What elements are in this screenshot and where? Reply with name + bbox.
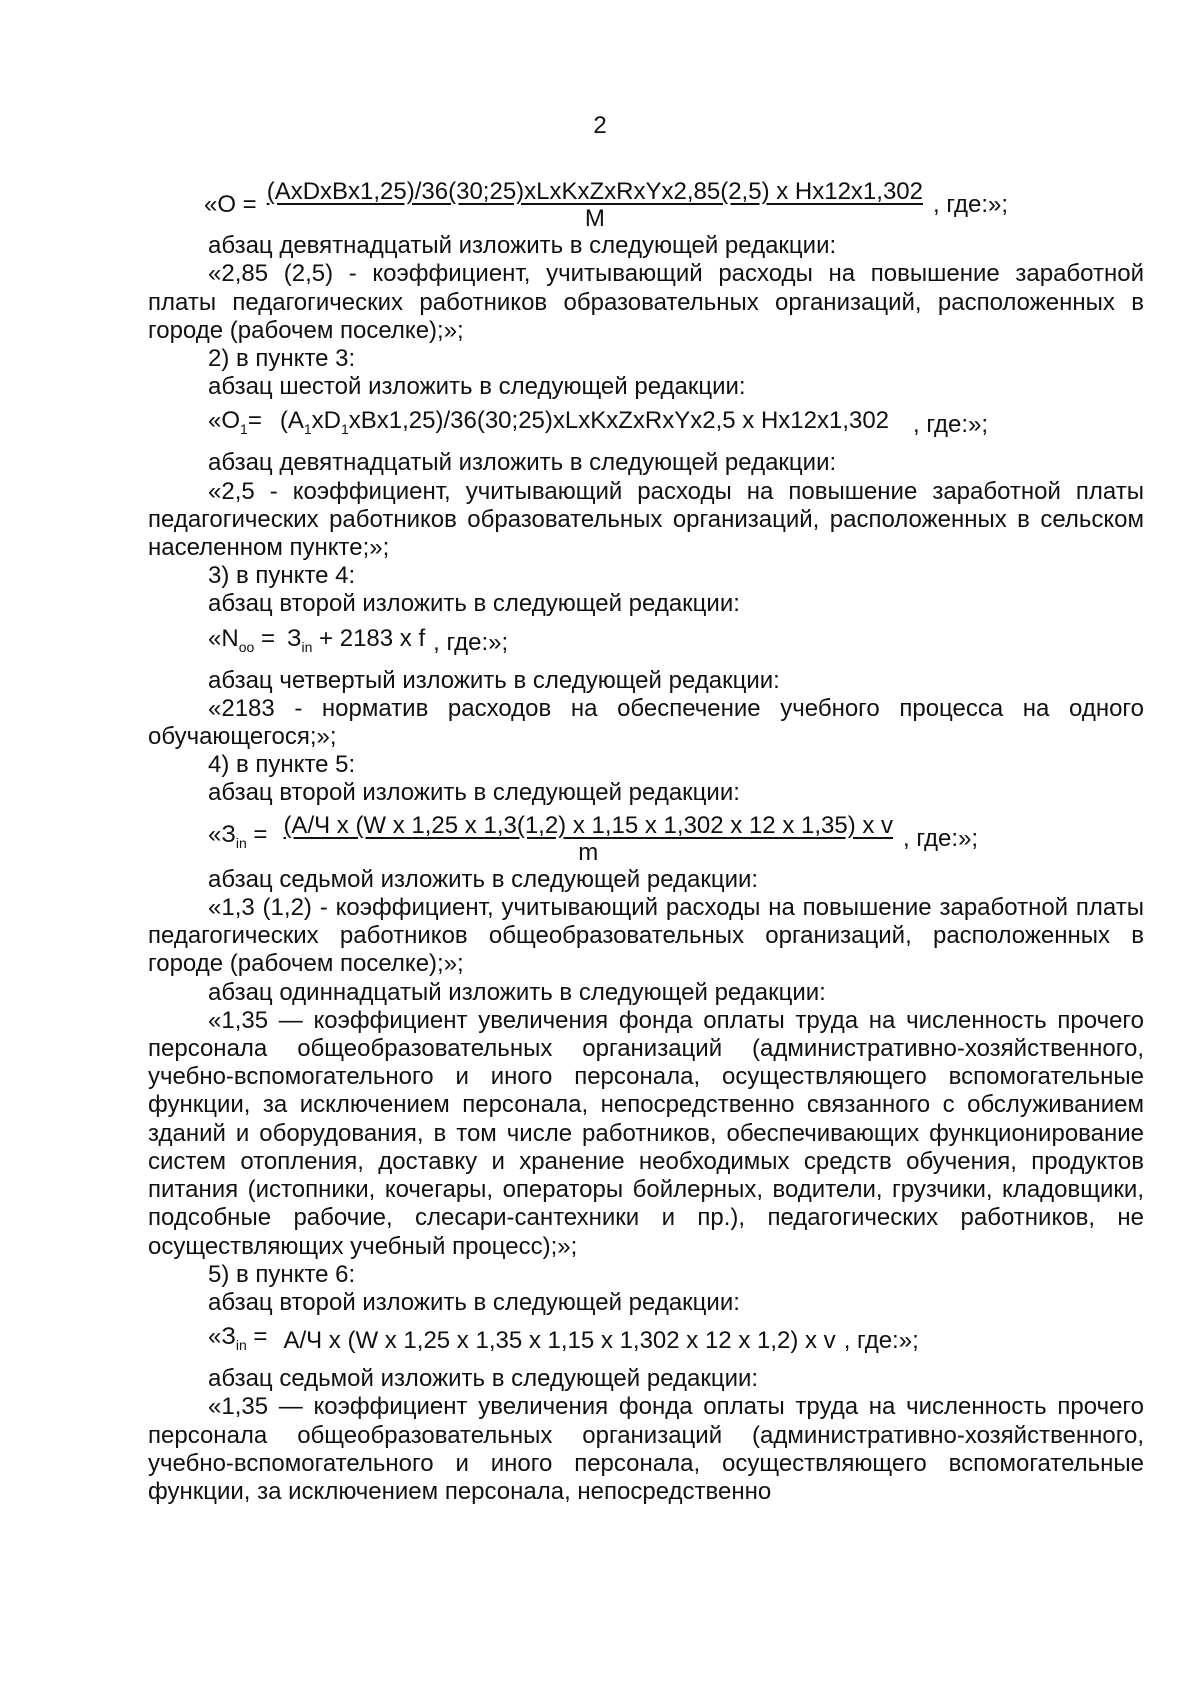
formula-zin-2-prefix-sub: in: [235, 1336, 247, 1353]
paragraph: абзац одиннадцатый изложить в следующей редакции:: [208, 978, 826, 1006]
paragraph: абзац второй изложить в следующей редакции:: [208, 779, 740, 807]
paragraph: 3) в пункте 4:: [208, 562, 356, 590]
formula-o1-part: xD: [311, 407, 341, 435]
paragraph: 2) в пункте 3:: [208, 345, 356, 373]
formula-noo-prefix-sub: oo: [238, 638, 255, 655]
formula-noo: [208, 625, 1144, 661]
formula-noo-prefix: [208, 625, 275, 661]
formula-noo-z: З: [286, 624, 302, 652]
paragraph: абзац второй изложить в следующей редакции:: [208, 1288, 740, 1316]
formula-o1-body: [280, 407, 889, 443]
formula-zin-1-eq: =: [253, 820, 268, 848]
formula-o1-sub: 1: [340, 421, 349, 438]
formula-o1-part: xBx1,25)/36(30;25)xLxKxZxRxYx2,5 x Hx12x1,302: [348, 407, 890, 435]
paragraph: «1,35 — коэффициент увеличения фонда оплаты труда на численность прочего персонала общеобразовательных организаций (административно-хозяйственного, учебно-вспомогательного и иного персонала, осуществляющего вспомогательные функции, за исключением персонала, непосредственно связанного с обслуживанием зданий и оборудования, в том числе работников, обеспечивающих функционирование систем отопления, доставку и хранение необходимых средств обучения, продуктов питания (истопники, кочегары, операторы бойлерных, водители, грузчики, кладовщики, подсобные рабочие, слесари-сантехники и пр.), педагогических работников, не осуществляющих учебный процесс);»;: [148, 1006, 1144, 1260]
formula-zin-2-body: А/Ч x (W x 1,25 x 1,35 x 1,15 x 1,302 x 12 x 1,2) x v: [283, 1327, 836, 1354]
formula-zin-2-eq: =: [253, 1323, 268, 1351]
formula-zin-1-numerator: (А/Ч x (W x 1,25 x 1,3(1,2) x 1,15 x 1,302 x 12 x 1,35) x v: [283, 811, 894, 839]
paragraph: «1,35 — коэффициент увеличения фонда оплаты труда на численность прочего персонала общеобразовательных организаций (административно-хозяйственного, учебно-вспомогательного и иного персонала, осуществляющего вспомогательные функции, за исключением персонала, непосредственно: [148, 1393, 1144, 1505]
paragraph: абзац четвертый изложить в следующей редакции:: [208, 666, 780, 694]
formula-zin-1-prefix: [208, 821, 267, 857]
formula-noo-eq: =: [260, 624, 275, 652]
paragraph: «2,85 (2,5) - коэффициент, учитывающий расходы на повышение заработной платы педагогических работников образовательных организаций, расположенных в городе (рабочем поселке);»;: [148, 260, 1144, 344]
formula-o1-prefix: [208, 407, 262, 443]
formula-noo-body: [287, 625, 425, 661]
formula-o1-prefix-sub: 1: [240, 421, 248, 438]
formula-zin-2-prefix: [208, 1323, 267, 1359]
formula-zin-2-suffix: , где:»;: [843, 1327, 919, 1354]
formula-o-numerator: (AxDxBx1,25)/36(30;25)xLxKxZxRxYx2,85(2,5) x Hx12x1,302: [266, 178, 923, 205]
formula-zin-1-prefix-sub: in: [235, 834, 247, 851]
formula-noo-prefix-text: «N: [208, 624, 239, 652]
paragraph: абзац девятнадцатый изложить в следующей редакции:: [208, 232, 837, 260]
paragraph: «2,5 - коэффициент, учитывающий расходы на повышение заработной платы педагогических работников образовательных организаций, расположенных в сельском населенном пункте;»;: [148, 477, 1144, 562]
paragraph: 5) в пункте 6:: [208, 1260, 356, 1288]
formula-o-suffix: , где:»;: [933, 191, 1009, 218]
formula-noo-z-sub: in: [301, 638, 313, 655]
paragraph: 4) в пункте 5:: [208, 751, 356, 779]
paragraph: абзац седьмой изложить в следующей редакции:: [208, 865, 759, 893]
formula-o-denominator: M: [584, 205, 605, 233]
formula-zin-1-prefix-text: «З: [208, 820, 236, 848]
paragraph: абзац шестой изложить в следующей редакции:: [208, 373, 746, 401]
formula-o-fraction: [267, 178, 923, 232]
paragraph: «2183 - норматив расходов на обеспечение учебного процесса на одного обучающегося;»;: [148, 694, 1144, 751]
formula-o1-eq: =: [247, 407, 262, 435]
page-number: 2: [593, 112, 607, 139]
paragraph: абзац второй изложить в следующей редакции:: [208, 590, 740, 618]
formula-o1-sub: 1: [303, 421, 312, 438]
formula-o1-suffix: , где:»;: [913, 411, 989, 439]
formula-o1-part: (A: [279, 407, 304, 435]
formula-zin-2: [208, 1323, 1144, 1359]
formula-o: [204, 178, 1144, 232]
formula-noo-rest: + 2183 x f: [319, 624, 426, 652]
paragraph: абзац девятнадцатый изложить в следующей редакции:: [208, 449, 837, 477]
formula-zin-1-denominator: m: [578, 838, 599, 866]
formula-o1-prefix-text: «O: [208, 407, 241, 435]
formula-zin-2-prefix-text: «З: [208, 1323, 236, 1351]
paragraph: «1,3 (1,2) - коэффициент, учитывающий расходы на повышение заработной платы педагогических работников общеобразовательных организаций, расположенных в городе (рабочем поселке);»;: [148, 894, 1144, 978]
formula-o-prefix: «O =: [204, 191, 257, 218]
formula-o1: [208, 407, 1144, 443]
formula-noo-suffix: , где:»;: [433, 628, 509, 656]
formula-zin-1-suffix: , где:»;: [903, 824, 979, 852]
document-body: [148, 178, 1144, 1506]
formula-zin-1-fraction: [283, 812, 893, 866]
formula-zin-1: [208, 812, 1144, 866]
paragraph: абзац седьмой изложить в следующей редакции:: [208, 1365, 759, 1393]
